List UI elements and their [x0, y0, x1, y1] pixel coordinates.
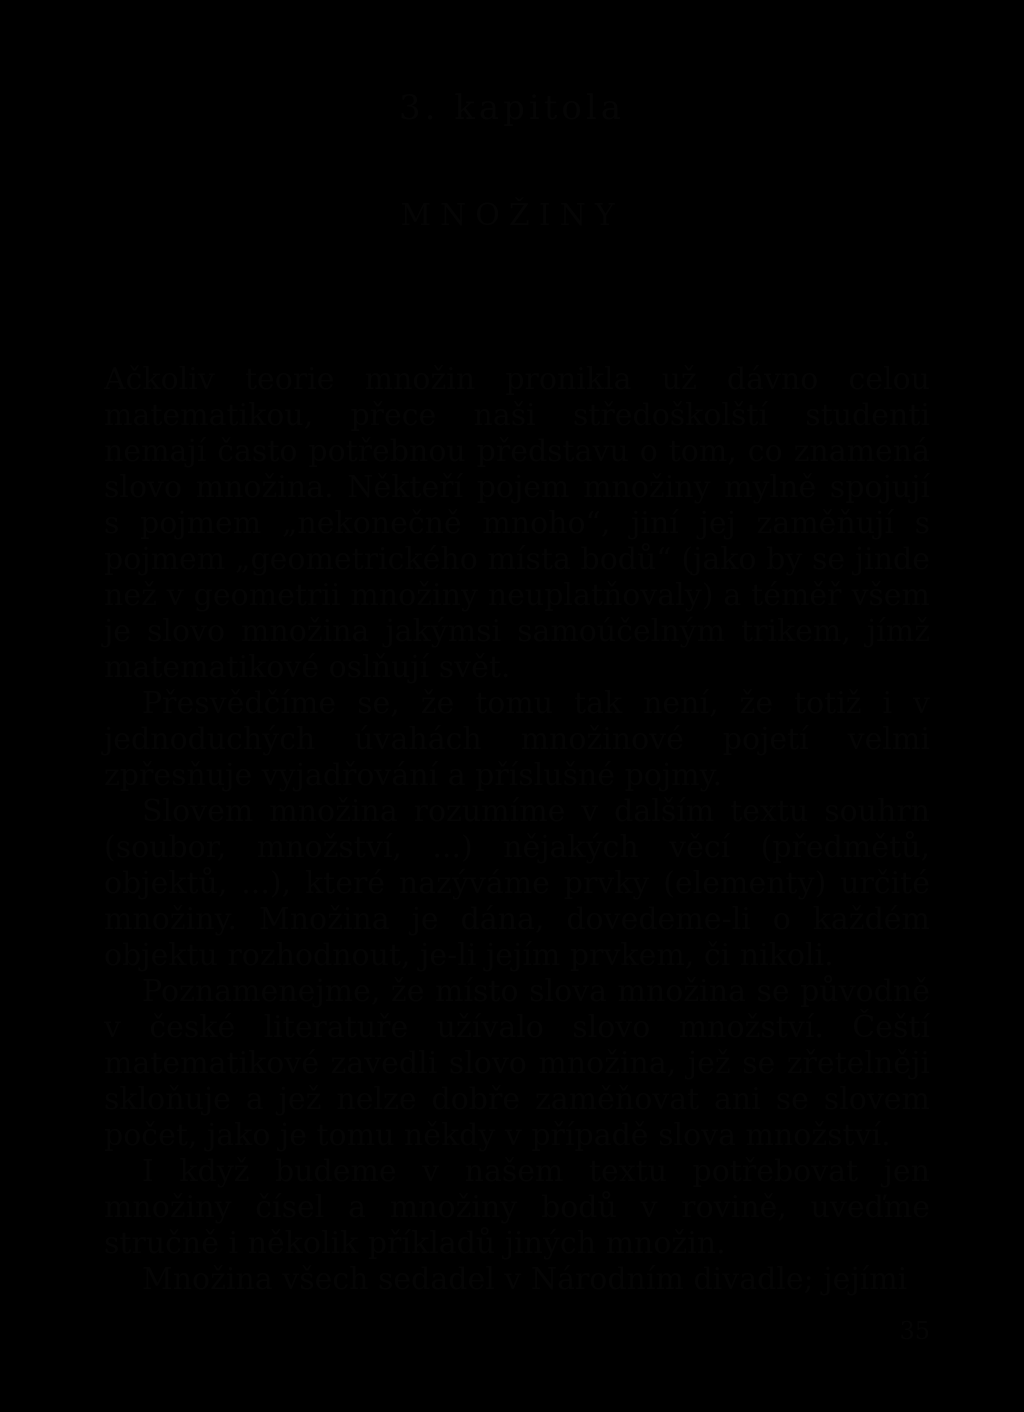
paragraph-theatre: Množina všech sedadel v Národním divadle; jejími — [142, 1262, 908, 1297]
paragraph-terminology: Poznamenejme, že místo slova množina se původně v české literatuře užívalo slovo množství. Čeští matematikové zavedli slovo množina, jež se zřetelněji skloňuje a jež nelze dobře zaměňovat ani se slovem počet, jako je tomu někdy v případě slova množství. — [104, 974, 930, 1153]
paragraph-definition: Slovem množina rozumíme v dalším textu souhrn (soubor, množství, ...) nějakých věcí (předmětů, objektů, ...), které nazýváme prvky (elementy) určité množiny. Množina je dána, dovedeme-li o každém objektu rozhodnout, je-li jejím prvkem, či nikoli. — [104, 794, 930, 973]
paragraph-intro: Ačkoliv teorie množin pronikla už dávno celou matematikou, přece naši středoškolští studenti nemají často potřebnou představu o tom, co znamená slovo množina. Někteří pojem množiny mylně spojují s pojmem „nekonečně mnoho“, jiní jej zaměňují s pojmem „geometrického místa bodů“ (jako by se jinde než v geometrii množiny neuplatňovaly) a téměř všem je slovo množina jakýmsi samoúčelným trikem, jímž matematikové oslňují svět. — [104, 362, 930, 685]
chapter-number: 3. kapitola — [398, 88, 626, 128]
page-number: 35 — [899, 1317, 930, 1345]
paragraph-examples: I když budeme v našem textu potřebovat jen množiny čísel a množiny bodů v rovině, uveďme stručně i několik příkladů jiných množin. — [104, 1154, 930, 1261]
body-text — [104, 362, 930, 1297]
chapter-title: MNOŽINY — [400, 198, 624, 233]
paragraph-precision: Přesvědčíme se, že tomu tak není, že totiž i v jednoduchých úvahách množinové pojetí velmi zpřesňuje vyjadřování a příslušné pojmy. — [104, 686, 930, 793]
